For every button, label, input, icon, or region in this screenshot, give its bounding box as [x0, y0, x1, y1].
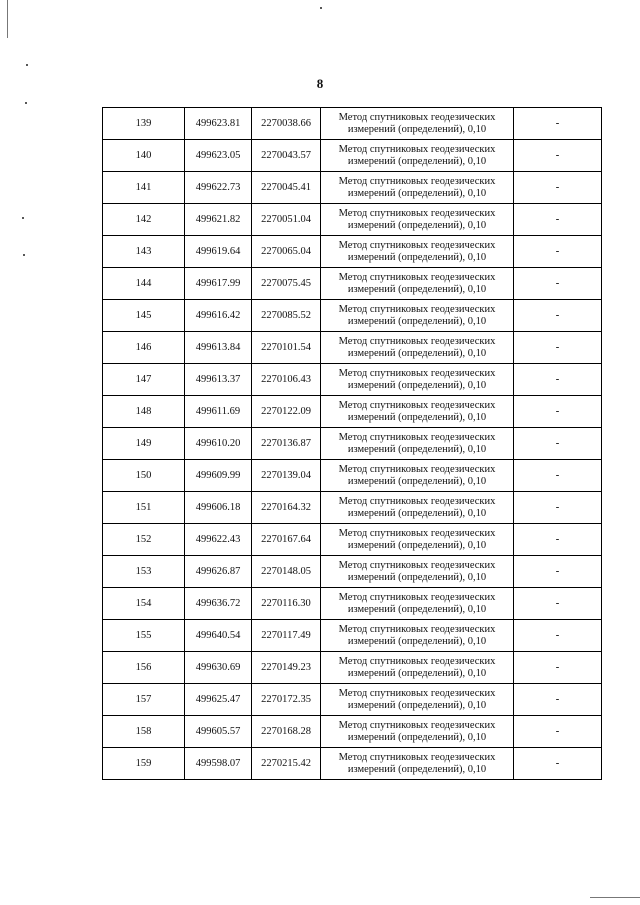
y-coordinate-cell: 2270116.30 — [252, 588, 321, 620]
point-number-cell: 159 — [103, 748, 185, 780]
method-line-2: измерений (определений), 0,10 — [347, 635, 487, 647]
method-line-2: измерений (определений), 0,10 — [347, 731, 487, 743]
x-coordinate-cell: 499625.47 — [185, 684, 252, 716]
y-coordinate-cell: 2270051.04 — [252, 204, 321, 236]
method-line-2: измерений (определений), 0,10 — [347, 411, 487, 423]
scan-edge-line — [590, 897, 640, 898]
method-cell — [321, 332, 514, 364]
y-coordinate-cell: 2270075.45 — [252, 268, 321, 300]
page-number: 8 — [316, 76, 324, 91]
point-number-cell: 150 — [103, 460, 185, 492]
table-row — [103, 140, 602, 172]
extra-cell: - — [514, 684, 602, 716]
x-coordinate-cell: 499605.57 — [185, 716, 252, 748]
method-line-1: Метод спутниковых геодезических — [338, 719, 496, 731]
method-cell — [321, 364, 514, 396]
method-line-1: Метод спутниковых геодезических — [338, 559, 496, 571]
table-row — [103, 588, 602, 620]
extra-cell: - — [514, 204, 602, 236]
x-coordinate-cell: 499617.99 — [185, 268, 252, 300]
extra-cell: - — [514, 396, 602, 428]
table-row — [103, 364, 602, 396]
x-coordinate-cell: 499611.69 — [185, 396, 252, 428]
method-cell — [321, 204, 514, 236]
table-row — [103, 460, 602, 492]
y-coordinate-cell: 2270136.87 — [252, 428, 321, 460]
method-line-2: измерений (определений), 0,10 — [347, 507, 487, 519]
method-line-2: измерений (определений), 0,10 — [347, 187, 487, 199]
scan-margin-line — [7, 0, 8, 38]
method-line-1: Метод спутниковых геодезических — [338, 303, 496, 315]
coordinates-table — [102, 107, 602, 780]
y-coordinate-cell: 2270038.66 — [252, 108, 321, 140]
method-line-1: Метод спутниковых геодезических — [338, 399, 496, 411]
table-row — [103, 716, 602, 748]
y-coordinate-cell: 2270122.09 — [252, 396, 321, 428]
x-coordinate-cell: 499626.87 — [185, 556, 252, 588]
point-number-cell: 146 — [103, 332, 185, 364]
y-coordinate-cell: 2270045.41 — [252, 172, 321, 204]
method-cell — [321, 588, 514, 620]
point-number-cell: 154 — [103, 588, 185, 620]
x-coordinate-cell: 499610.20 — [185, 428, 252, 460]
extra-cell: - — [514, 716, 602, 748]
extra-cell: - — [514, 172, 602, 204]
table-row — [103, 236, 602, 268]
y-coordinate-cell: 2270215.42 — [252, 748, 321, 780]
x-coordinate-cell: 499621.82 — [185, 204, 252, 236]
x-coordinate-cell: 499606.18 — [185, 492, 252, 524]
x-coordinate-cell: 499622.43 — [185, 524, 252, 556]
method-line-1: Метод спутниковых геодезических — [338, 431, 496, 443]
x-coordinate-cell: 499630.69 — [185, 652, 252, 684]
method-line-2: измерений (определений), 0,10 — [347, 443, 487, 455]
method-cell — [321, 268, 514, 300]
coordinates-table-body — [103, 108, 602, 780]
method-line-2: измерений (определений), 0,10 — [347, 347, 487, 359]
method-cell — [321, 556, 514, 588]
x-coordinate-cell: 499623.81 — [185, 108, 252, 140]
method-line-1: Метод спутниковых геодезических — [338, 591, 496, 603]
point-number-cell: 140 — [103, 140, 185, 172]
method-cell — [321, 524, 514, 556]
table-row — [103, 428, 602, 460]
point-number-cell: 156 — [103, 652, 185, 684]
extra-cell: - — [514, 652, 602, 684]
method-cell — [321, 684, 514, 716]
method-line-1: Метод спутниковых геодезических — [338, 207, 496, 219]
extra-cell: - — [514, 588, 602, 620]
method-cell — [321, 236, 514, 268]
method-line-2: измерений (определений), 0,10 — [347, 251, 487, 263]
x-coordinate-cell: 499613.37 — [185, 364, 252, 396]
point-number-cell: 153 — [103, 556, 185, 588]
method-line-1: Метод спутниковых геодезических — [338, 175, 496, 187]
y-coordinate-cell: 2270168.28 — [252, 716, 321, 748]
method-line-1: Метод спутниковых геодезических — [338, 495, 496, 507]
extra-cell: - — [514, 524, 602, 556]
method-line-1: Метод спутниковых геодезических — [338, 527, 496, 539]
table-row — [103, 684, 602, 716]
method-cell — [321, 108, 514, 140]
table-row — [103, 396, 602, 428]
method-line-2: измерений (определений), 0,10 — [347, 763, 487, 775]
method-line-1: Метод спутниковых геодезических — [338, 111, 496, 123]
point-number-cell: 152 — [103, 524, 185, 556]
method-cell — [321, 716, 514, 748]
method-line-2: измерений (определений), 0,10 — [347, 475, 487, 487]
table-row — [103, 524, 602, 556]
x-coordinate-cell: 499640.54 — [185, 620, 252, 652]
point-number-cell: 145 — [103, 300, 185, 332]
extra-cell: - — [514, 268, 602, 300]
extra-cell: - — [514, 364, 602, 396]
y-coordinate-cell: 2270167.64 — [252, 524, 321, 556]
extra-cell: - — [514, 108, 602, 140]
extra-cell: - — [514, 428, 602, 460]
point-number-cell: 149 — [103, 428, 185, 460]
scan-speck — [320, 7, 322, 9]
method-line-2: измерений (определений), 0,10 — [347, 699, 487, 711]
table-row — [103, 556, 602, 588]
y-coordinate-cell: 2270139.04 — [252, 460, 321, 492]
y-coordinate-cell: 2270148.05 — [252, 556, 321, 588]
x-coordinate-cell: 499598.07 — [185, 748, 252, 780]
y-coordinate-cell: 2270106.43 — [252, 364, 321, 396]
y-coordinate-cell: 2270149.23 — [252, 652, 321, 684]
method-cell — [321, 396, 514, 428]
point-number-cell: 151 — [103, 492, 185, 524]
method-line-2: измерений (определений), 0,10 — [347, 219, 487, 231]
extra-cell: - — [514, 332, 602, 364]
method-cell — [321, 140, 514, 172]
x-coordinate-cell: 499616.42 — [185, 300, 252, 332]
table-row — [103, 204, 602, 236]
method-cell — [321, 620, 514, 652]
point-number-cell: 141 — [103, 172, 185, 204]
method-line-2: измерений (определений), 0,10 — [347, 123, 487, 135]
method-line-1: Метод спутниковых геодезических — [338, 463, 496, 475]
method-line-2: измерений (определений), 0,10 — [347, 379, 487, 391]
method-line-2: измерений (определений), 0,10 — [347, 315, 487, 327]
table-row — [103, 332, 602, 364]
method-cell — [321, 460, 514, 492]
y-coordinate-cell: 2270101.54 — [252, 332, 321, 364]
x-coordinate-cell: 499613.84 — [185, 332, 252, 364]
method-line-2: измерений (определений), 0,10 — [347, 155, 487, 167]
scan-speck — [22, 217, 24, 219]
table-row — [103, 300, 602, 332]
point-number-cell: 143 — [103, 236, 185, 268]
method-line-2: измерений (определений), 0,10 — [347, 603, 487, 615]
table-row — [103, 172, 602, 204]
extra-cell: - — [514, 236, 602, 268]
method-line-2: измерений (определений), 0,10 — [347, 667, 487, 679]
extra-cell: - — [514, 620, 602, 652]
extra-cell: - — [514, 300, 602, 332]
method-line-2: измерений (определений), 0,10 — [347, 571, 487, 583]
point-number-cell: 144 — [103, 268, 185, 300]
method-line-1: Метод спутниковых геодезических — [338, 655, 496, 667]
method-line-1: Метод спутниковых геодезических — [338, 623, 496, 635]
method-line-1: Метод спутниковых геодезических — [338, 239, 496, 251]
method-line-1: Метод спутниковых геодезических — [338, 751, 496, 763]
x-coordinate-cell: 499636.72 — [185, 588, 252, 620]
method-cell — [321, 652, 514, 684]
y-coordinate-cell: 2270085.52 — [252, 300, 321, 332]
table-row — [103, 652, 602, 684]
point-number-cell: 148 — [103, 396, 185, 428]
method-cell — [321, 172, 514, 204]
method-line-1: Метод спутниковых геодезических — [338, 143, 496, 155]
x-coordinate-cell: 499622.73 — [185, 172, 252, 204]
scan-speck — [23, 254, 25, 256]
scan-speck — [25, 102, 27, 104]
method-line-2: измерений (определений), 0,10 — [347, 539, 487, 551]
method-cell — [321, 300, 514, 332]
method-line-1: Метод спутниковых геодезических — [338, 335, 496, 347]
table-row — [103, 492, 602, 524]
x-coordinate-cell: 499623.05 — [185, 140, 252, 172]
table-row — [103, 268, 602, 300]
point-number-cell: 157 — [103, 684, 185, 716]
method-cell — [321, 492, 514, 524]
table-row — [103, 748, 602, 780]
method-line-1: Метод спутниковых геодезических — [338, 687, 496, 699]
y-coordinate-cell: 2270117.49 — [252, 620, 321, 652]
point-number-cell: 142 — [103, 204, 185, 236]
scan-speck — [26, 64, 28, 66]
table-row — [103, 620, 602, 652]
extra-cell: - — [514, 748, 602, 780]
y-coordinate-cell: 2270164.32 — [252, 492, 321, 524]
extra-cell: - — [514, 492, 602, 524]
method-line-1: Метод спутниковых геодезических — [338, 367, 496, 379]
method-cell — [321, 748, 514, 780]
extra-cell: - — [514, 460, 602, 492]
method-line-1: Метод спутниковых геодезических — [338, 271, 496, 283]
method-cell — [321, 428, 514, 460]
y-coordinate-cell: 2270065.04 — [252, 236, 321, 268]
table-row — [103, 108, 602, 140]
y-coordinate-cell: 2270172.35 — [252, 684, 321, 716]
point-number-cell: 158 — [103, 716, 185, 748]
y-coordinate-cell: 2270043.57 — [252, 140, 321, 172]
point-number-cell: 139 — [103, 108, 185, 140]
point-number-cell: 155 — [103, 620, 185, 652]
extra-cell: - — [514, 140, 602, 172]
x-coordinate-cell: 499609.99 — [185, 460, 252, 492]
x-coordinate-cell: 499619.64 — [185, 236, 252, 268]
point-number-cell: 147 — [103, 364, 185, 396]
extra-cell: - — [514, 556, 602, 588]
method-line-2: измерений (определений), 0,10 — [347, 283, 487, 295]
